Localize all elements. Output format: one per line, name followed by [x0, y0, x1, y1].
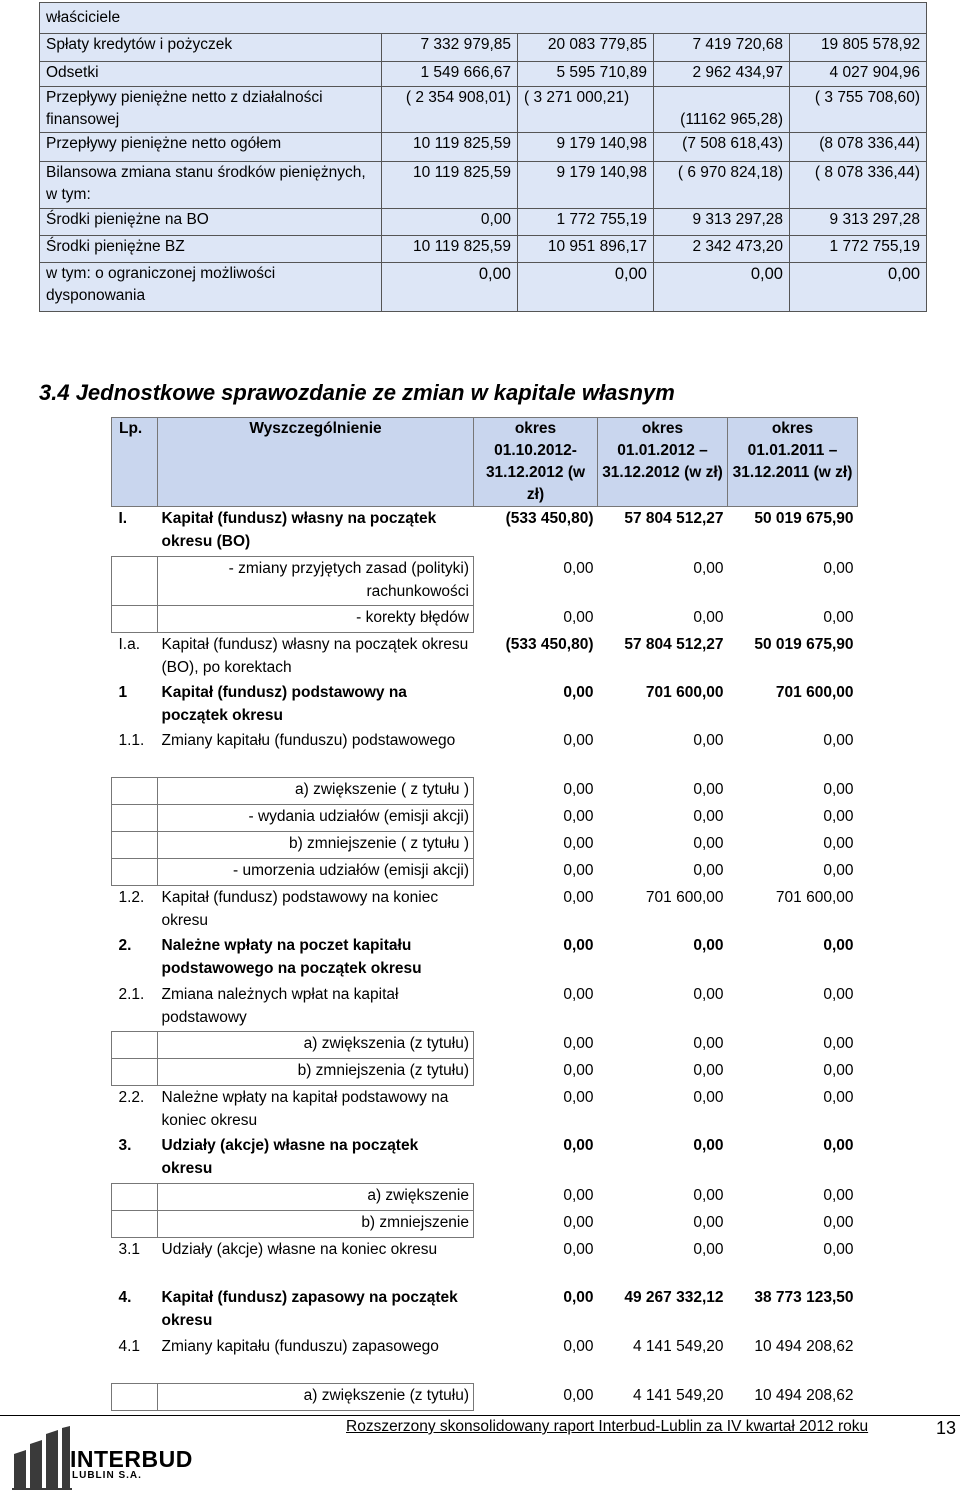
cell-value: 0,00 [823, 861, 854, 879]
page-number: 13 [936, 1418, 957, 1438]
cell-value: 0,00 [693, 608, 724, 626]
row-lp [112, 778, 158, 805]
cell-value: 0,00 [563, 1061, 594, 1079]
row-description: Kapitał (fundusz) podstawowy na koniec okresu [161, 889, 439, 929]
table-row [40, 209, 927, 236]
cell-value: 10 494 208,62 [754, 1338, 854, 1355]
cell-value: 0,00 [654, 263, 790, 312]
cell-value: ( 6 970 824,18) [654, 162, 790, 209]
cell-value: 9 313 297,28 [654, 209, 790, 236]
row-description: - korekty błędów [158, 606, 474, 633]
cell-value: 0,00 [693, 732, 724, 749]
cell-value: 1 772 755,19 [518, 209, 654, 236]
cell-value: ( 3 271 000,21) [518, 87, 654, 133]
table-row [112, 886, 858, 935]
cell-value: 7 419 720,68 [654, 34, 790, 62]
cell-value: 0,00 [563, 861, 594, 879]
table-row [112, 729, 858, 778]
cell-value: 0,00 [563, 780, 594, 798]
row-label: Przepływy pieniężne netto ogółem [40, 133, 382, 162]
cell-value: 701 600,00 [645, 684, 724, 701]
cell-value: 2 962 434,97 [654, 62, 790, 87]
row-description: b) zmniejszenie [158, 1211, 474, 1238]
row-label: w tym: o ograniczonej możliwości dysponowania [40, 263, 382, 312]
row-lp: I. [118, 510, 128, 527]
cell-value: (8 078 336,44) [790, 133, 927, 162]
table-row [40, 87, 927, 133]
footer-rule [0, 1415, 960, 1416]
row-lp: 3. [118, 1137, 132, 1154]
row-lp: 2. [118, 937, 132, 954]
table-row [112, 832, 858, 859]
logo-subtitle: LUBLIN S.A. [72, 1470, 142, 1481]
cell-value: 57 804 512,27 [624, 635, 724, 653]
table-row [112, 681, 858, 729]
cell-value: 0,00 [693, 834, 724, 852]
table-row [40, 34, 927, 62]
cell-value: 701 600,00 [775, 684, 854, 701]
row-lp [112, 1059, 158, 1086]
cell-value: 0,00 [693, 1186, 724, 1204]
cell-value: 0,00 [382, 209, 518, 236]
table-row [112, 1032, 858, 1059]
row-description: a) zwiększenie [158, 1184, 474, 1211]
cell-value: 0,00 [693, 1061, 724, 1079]
cell-value: 0,00 [823, 1186, 854, 1204]
cell-value: 0,00 [823, 1088, 854, 1106]
cell-value: 20 083 779,85 [518, 34, 654, 62]
cell-value: 0,00 [693, 861, 724, 879]
row-description: Należne wpłaty na kapitał podstawowy na koniec okresu [161, 1089, 449, 1129]
row-label: właściciele [40, 3, 927, 34]
row-lp [112, 1032, 158, 1059]
table-row [112, 1059, 858, 1086]
table-row [40, 236, 927, 263]
cell-value: 4 141 549,20 [632, 1386, 724, 1404]
table-row [112, 1238, 858, 1287]
cell-value: ( 8 078 336,44) [790, 162, 927, 209]
cell-value: 9 179 140,98 [518, 133, 654, 162]
cell-value: 0,00 [563, 888, 594, 906]
row-lp: 1.1. [118, 732, 145, 749]
cell-value: 0,00 [823, 559, 854, 577]
cell-value: 10 119 825,59 [382, 133, 518, 162]
table-row [112, 1335, 858, 1384]
equity-changes-table [111, 417, 858, 1411]
row-lp [112, 805, 158, 832]
cell-value: 0,00 [563, 1137, 594, 1154]
cell-value: 5 595 710,89 [518, 62, 654, 87]
cell-value: 0,00 [563, 684, 594, 701]
cell-value: 0,00 [563, 986, 594, 1003]
cell-value: 0,00 [823, 1213, 854, 1231]
cell-value: 0,00 [563, 1386, 594, 1404]
table-row [112, 557, 858, 606]
row-description: Zmiana należnych wpłat na kapitał podstawowy [161, 986, 399, 1026]
header-description: Wyszczególnienie [158, 418, 474, 507]
row-label: Środki pieniężne BZ [40, 236, 382, 263]
row-label: Środki pieniężne na BO [40, 209, 382, 236]
cell-value: 9 179 140,98 [518, 162, 654, 209]
table-row [40, 62, 927, 87]
table-row [112, 778, 858, 805]
cell-value: ( 2 354 908,01) [382, 87, 518, 133]
cell-value: 0,00 [693, 937, 724, 954]
cell-value: 0,00 [693, 1213, 724, 1231]
cell-value: 19 805 578,92 [790, 34, 927, 62]
row-lp: 1 [118, 684, 128, 701]
cell-value: 10 951 896,17 [518, 236, 654, 263]
cell-value: (11162 965,28) [654, 87, 790, 133]
cell-value: 0,00 [823, 937, 854, 954]
row-lp [112, 606, 158, 633]
cell-value: 4 027 904,96 [790, 62, 927, 87]
cell-value: (533 450,80) [505, 510, 594, 527]
row-label: Bilansowa zmiana stanu środków pieniężnych, w tym: [40, 162, 382, 209]
row-lp [112, 1384, 158, 1411]
cell-value: 0,00 [563, 732, 594, 749]
row-lp: 3.1 [118, 1241, 141, 1258]
cell-value: 0,00 [518, 263, 654, 312]
row-lp: 4. [118, 1289, 132, 1306]
row-description: - wydania udziałów (emisji akcji) [158, 805, 474, 832]
cell-value: ( 3 755 708,60) [790, 87, 927, 133]
row-description: Należne wpłaty na poczet kapitału podstawowego na początek okresu [161, 937, 422, 977]
cell-value: 0,00 [823, 732, 854, 749]
table-header-row [112, 418, 858, 507]
cell-value: 0,00 [563, 807, 594, 825]
cell-value: 10 494 208,62 [754, 1386, 854, 1404]
table-row [112, 1384, 858, 1411]
header-period-3: okres 01.01.2011 – 31.12.2011 (w zł) [728, 418, 858, 507]
cell-value: 0,00 [563, 937, 594, 954]
header-period-2: okres 01.01.2012 – 31.12.2012 (w zł) [598, 418, 728, 507]
row-description: Kapitał (fundusz) własny na początek okresu (BO) [161, 510, 437, 550]
cell-value: 0,00 [693, 1088, 724, 1106]
cell-value: 0,00 [823, 780, 854, 798]
table-row [112, 606, 858, 633]
header-lp: Lp. [112, 418, 158, 507]
cell-value: (7 508 618,43) [654, 133, 790, 162]
row-description: b) zmniejszenia (z tytułu) [158, 1059, 474, 1086]
section-heading: 3.4 Jednostkowe sprawozdanie ze zmian w kapitale własnym [39, 380, 675, 405]
row-lp: I.a. [118, 636, 141, 653]
cell-value: 2 342 473,20 [654, 236, 790, 263]
row-description: Udziały (akcje) własne na koniec okresu [161, 1241, 438, 1258]
cell-value: 7 332 979,85 [382, 34, 518, 62]
row-description: Kapitał (fundusz) własny na początek okresu (BO), po korektach [161, 636, 469, 676]
row-description: a) zwiększenie ( z tytułu ) [158, 778, 474, 805]
cell-value: 9 313 297,28 [790, 209, 927, 236]
row-description: a) zwiększenie (z tytułu) [158, 1384, 474, 1411]
cell-value: 0,00 [790, 263, 927, 312]
cell-value: 0,00 [693, 1240, 724, 1258]
cell-value: 0,00 [693, 807, 724, 825]
table-row [112, 1086, 858, 1135]
logo-name: INTERBUD [70, 1446, 193, 1472]
table-row [112, 1211, 858, 1238]
table-row [112, 1286, 858, 1335]
cell-value: 0,00 [693, 1137, 724, 1154]
row-lp: 4.1 [118, 1338, 141, 1355]
table-row [40, 3, 927, 34]
row-lp [112, 1211, 158, 1238]
cell-value: 49 267 332,12 [624, 1289, 724, 1306]
cell-value: 50 019 675,90 [754, 510, 854, 527]
cell-value: 0,00 [382, 263, 518, 312]
cell-value: 0,00 [563, 1338, 594, 1355]
row-description: b) zmniejszenie ( z tytułu ) [158, 832, 474, 859]
cell-value: 0,00 [563, 1186, 594, 1204]
row-lp [112, 1184, 158, 1211]
cell-value: 0,00 [563, 608, 594, 626]
cell-value: 0,00 [563, 1213, 594, 1231]
cell-value: 0,00 [563, 1289, 594, 1306]
cell-value: 0,00 [563, 559, 594, 577]
cell-value: 0,00 [823, 986, 854, 1003]
cell-value: 0,00 [823, 1061, 854, 1079]
cell-value: 0,00 [693, 559, 724, 577]
cell-value: 0,00 [693, 780, 724, 798]
table-row [40, 133, 927, 162]
cell-value: (533 450,80) [505, 635, 594, 653]
row-description: - umorzenia udziałów (emisji akcji) [158, 859, 474, 886]
cell-value: 50 019 675,90 [754, 635, 854, 653]
table-row [112, 983, 858, 1032]
cell-value: 0,00 [823, 1034, 854, 1052]
table-row [40, 162, 927, 209]
cell-value: 10 119 825,59 [382, 162, 518, 209]
row-description: a) zwiększenia (z tytułu) [158, 1032, 474, 1059]
cell-value: 0,00 [823, 1137, 854, 1154]
cell-value: 701 600,00 [775, 888, 854, 906]
row-label: Przepływy pieniężne netto z działalności finansowej [40, 87, 382, 133]
cell-value: 38 773 123,50 [754, 1289, 854, 1306]
cell-value: 0,00 [563, 1034, 594, 1052]
row-description: Kapitał (fundusz) podstawowy na początek okresu [161, 684, 407, 724]
table-row [112, 507, 858, 557]
cell-value: 701 600,00 [645, 888, 724, 906]
cash-flow-table [39, 2, 927, 312]
cell-value: 57 804 512,27 [624, 510, 724, 527]
table-row [112, 934, 858, 983]
row-description: Zmiany kapitału (funduszu) zapasowego [161, 1338, 439, 1355]
row-description: - zmiany przyjętych zasad (polityki) rachunkowości [158, 557, 474, 606]
cell-value: 0,00 [823, 834, 854, 852]
table-row [112, 859, 858, 886]
cell-value: 0,00 [563, 1088, 594, 1106]
row-lp: 1.2. [118, 889, 145, 906]
row-description: Zmiany kapitału (funduszu) podstawowego [161, 732, 456, 749]
cell-value: 1 772 755,19 [790, 236, 927, 263]
cell-value: 4 141 549,20 [632, 1338, 724, 1355]
row-lp: 2.1. [118, 986, 145, 1003]
row-label: Odsetki [40, 62, 382, 87]
row-lp [112, 557, 158, 606]
table-row [40, 263, 927, 312]
cell-value: 0,00 [693, 1034, 724, 1052]
cell-value: 0,00 [823, 608, 854, 626]
row-lp: 2.2. [118, 1089, 145, 1106]
cell-value: 0,00 [563, 834, 594, 852]
header-period-1: okres 01.10.2012-31.12.2012 (w zł) [474, 418, 598, 507]
row-description: Kapitał (fundusz) zapasowy na początek okresu [161, 1289, 458, 1329]
cell-value: 0,00 [823, 1240, 854, 1258]
row-label: Spłaty kredytów i pożyczek [40, 34, 382, 62]
table-row [112, 1134, 858, 1184]
footer-report-title: Rozszerzony skonsolidowany raport Interbud-Lublin za IV kwartał 2012 roku [346, 1418, 869, 1435]
table-row [112, 805, 858, 832]
row-lp [112, 832, 158, 859]
table-row [112, 633, 858, 682]
cell-value: 1 549 666,67 [382, 62, 518, 87]
cell-value: 10 119 825,59 [382, 236, 518, 263]
table-row [112, 1184, 858, 1211]
row-description: Udziały (akcje) własne na początek okresu [161, 1137, 419, 1177]
row-lp [112, 859, 158, 886]
cell-value: 0,00 [693, 986, 724, 1003]
cell-value: 0,00 [823, 807, 854, 825]
cell-value: 0,00 [563, 1240, 594, 1258]
